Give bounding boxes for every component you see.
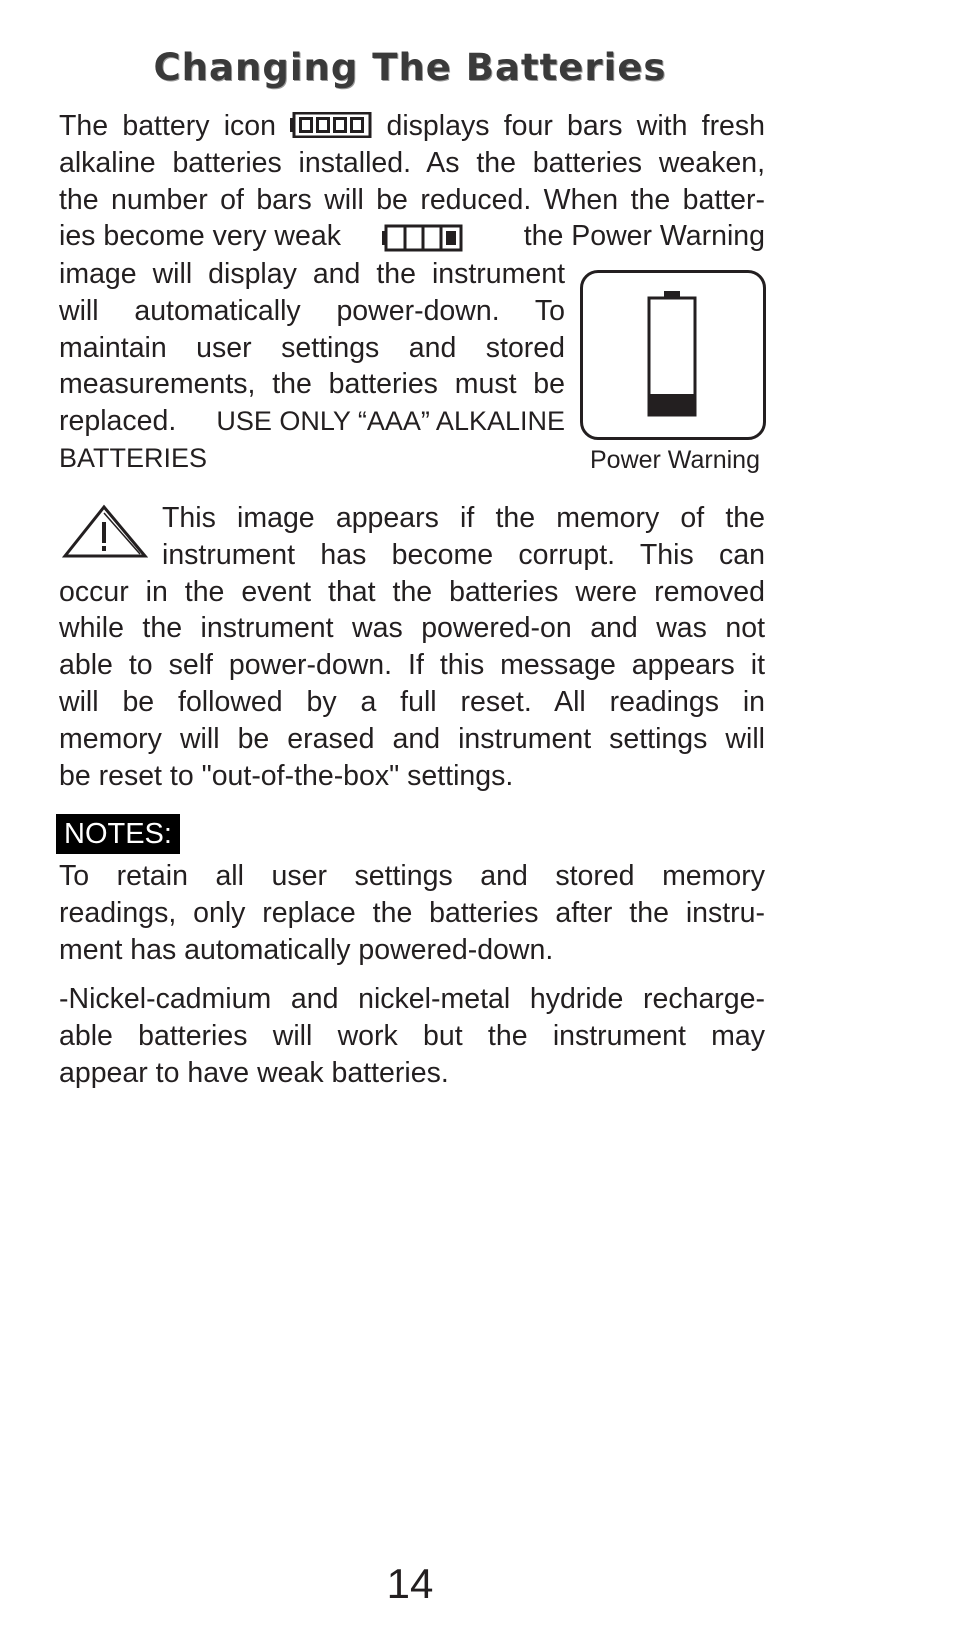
warning-triangle-icon [62, 504, 148, 560]
memory-paragraph-indented [162, 500, 765, 574]
text-line: will automatically power-down. To [59, 294, 565, 327]
page-number: 14 [386, 1560, 434, 1607]
text-line: will be followed by a full reset. All readings in [59, 685, 765, 718]
text-line: appear to have weak batteries. [59, 1056, 449, 1089]
text-line: occur in the event that the batteries were removed [59, 575, 765, 608]
page-title: Changing The Batteries [153, 46, 667, 89]
text-line: ment has automatically powered-down. [59, 933, 554, 966]
power-warning-battery-icon [583, 273, 763, 437]
text-line: maintain user settings and stored [59, 331, 565, 364]
text-line: the number of bars will be reduced. When the batter- [59, 183, 765, 216]
text-line: The battery icon displays four bars with fresh [59, 110, 766, 142]
text-line: memory will be erased and instrument settings will [59, 722, 765, 755]
text-line: image will display and the instrument [59, 258, 565, 290]
battery-low-icon [381, 224, 465, 248]
text-line: able to self power-down. If this message appears it [59, 649, 765, 682]
text-line: ies become very weak the Power Warning [59, 220, 765, 253]
text-line: be reset to "out-of-the-box" settings. [59, 759, 514, 792]
battery-paragraph [59, 108, 765, 255]
text-line: while the instrument was powered-on and was not [59, 612, 765, 645]
text-line: able batteries will work but the instrument may [59, 1019, 765, 1052]
text-line: instrument has become corrupt. This can [162, 538, 765, 571]
text-line: To retain all user settings and stored memory [59, 860, 765, 892]
note-rechargeable-batteries [59, 981, 765, 1091]
text-line: measurements, the batteries must be [59, 368, 565, 401]
text-line: replaced. USE ONLY “AAA” ALKALINE [59, 405, 565, 438]
memory-paragraph [59, 574, 765, 795]
power-warning-image [580, 270, 766, 440]
text-line: alkaline batteries installed. As the batteries weaken, [59, 146, 765, 179]
power-warning-caption: Power Warning [590, 446, 760, 474]
note-retain-settings [59, 858, 765, 968]
text-line: readings, only replace the batteries after the instru- [59, 896, 765, 929]
battery-full-icon [290, 111, 372, 135]
text-line: BATTERIES [59, 442, 208, 473]
battery-paragraph-narrow [59, 256, 565, 477]
text-line: This image appears if the memory of the [162, 502, 765, 534]
notes-label: NOTES: [56, 814, 180, 854]
text-line: -Nickel-cadmium and nickel-metal hydride recharge- [59, 983, 765, 1015]
